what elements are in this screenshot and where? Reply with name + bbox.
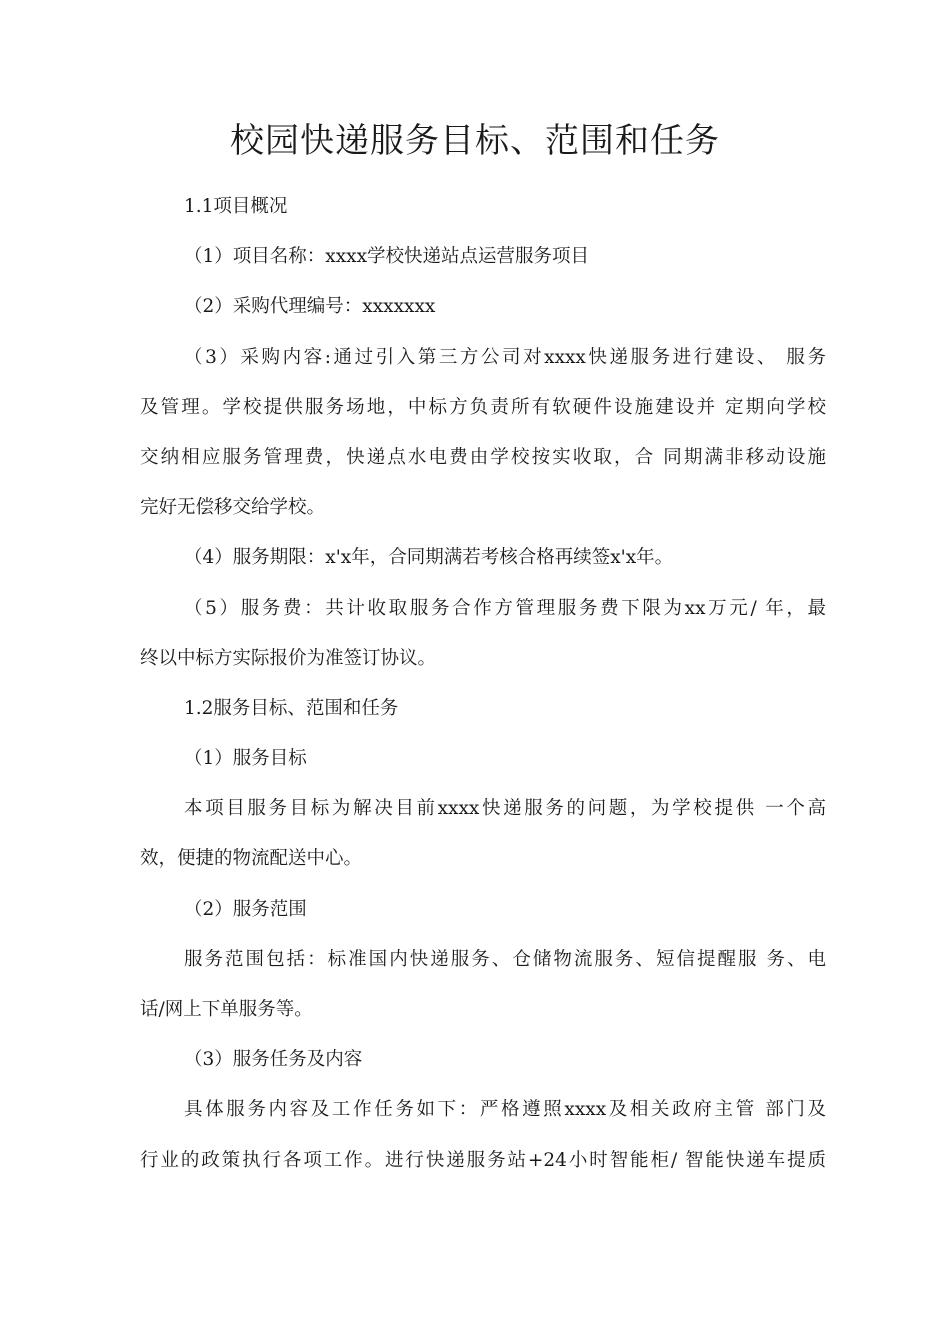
text-line: 1.2服务目标、范围和任务 (184, 697, 399, 719)
text-line: 服务范围包括：标准国内快递服务、仓储物流服务、短信提醒服 务、电 (184, 948, 826, 970)
text-line: 本项目服务目标为解决目前xxxx快递服务的问题，为学校提供 一个高 (184, 798, 826, 820)
text-line: （3）采购内容:通过引入第三方公司对xxxx快递服务进行建设、 服务 (184, 346, 826, 368)
text-line: （3）服务任务及内容 (184, 1049, 363, 1071)
text-line: （5）服务费：共计收取服务合作方管理服务费下限为xx万元/ 年，最 (184, 597, 826, 619)
text-line: （2）服务范围 (184, 898, 307, 920)
text-line: 具体服务内容及工作任务如下：严格遵照xxxx及相关政府主管 部门及 (184, 1099, 826, 1121)
text-line: （1）项目名称：xxxx学校快递站点运营服务项目 (184, 246, 590, 268)
text-line: 行业的政策执行各项工作。进行快递服务站+24小时智能柜/ 智能快递车提质 (140, 1149, 826, 1171)
text-line: 终以中标方实际报价为准签订协议。 (140, 647, 437, 669)
text-line: 1.1项目概况 (184, 196, 288, 217)
text-line: （1）服务目标 (184, 748, 307, 770)
text-line: （2）采购代理编号：xxxxxxx (184, 296, 436, 318)
text-line: 及管理。学校提供服务场地，中标方负责所有软硬件设施建设并 定期向学校 (140, 396, 826, 418)
document-title: 校园快递服务目标、范围和任务 (230, 121, 720, 161)
text-line: 交纳相应服务管理费，快递点水电费由学校按实收取，合 同期满非移动设施 (140, 446, 826, 468)
text-line: 完好无偿移交给学校。 (140, 497, 326, 519)
text-line: （4）服务期限：x'x年，合同期满若考核合格再续签x'x年。 (184, 547, 674, 569)
text-line: 效，便捷的物流配送中心。 (140, 848, 363, 870)
text-line: 话/网上下单服务等。 (140, 999, 313, 1020)
document-body (140, 182, 826, 1186)
